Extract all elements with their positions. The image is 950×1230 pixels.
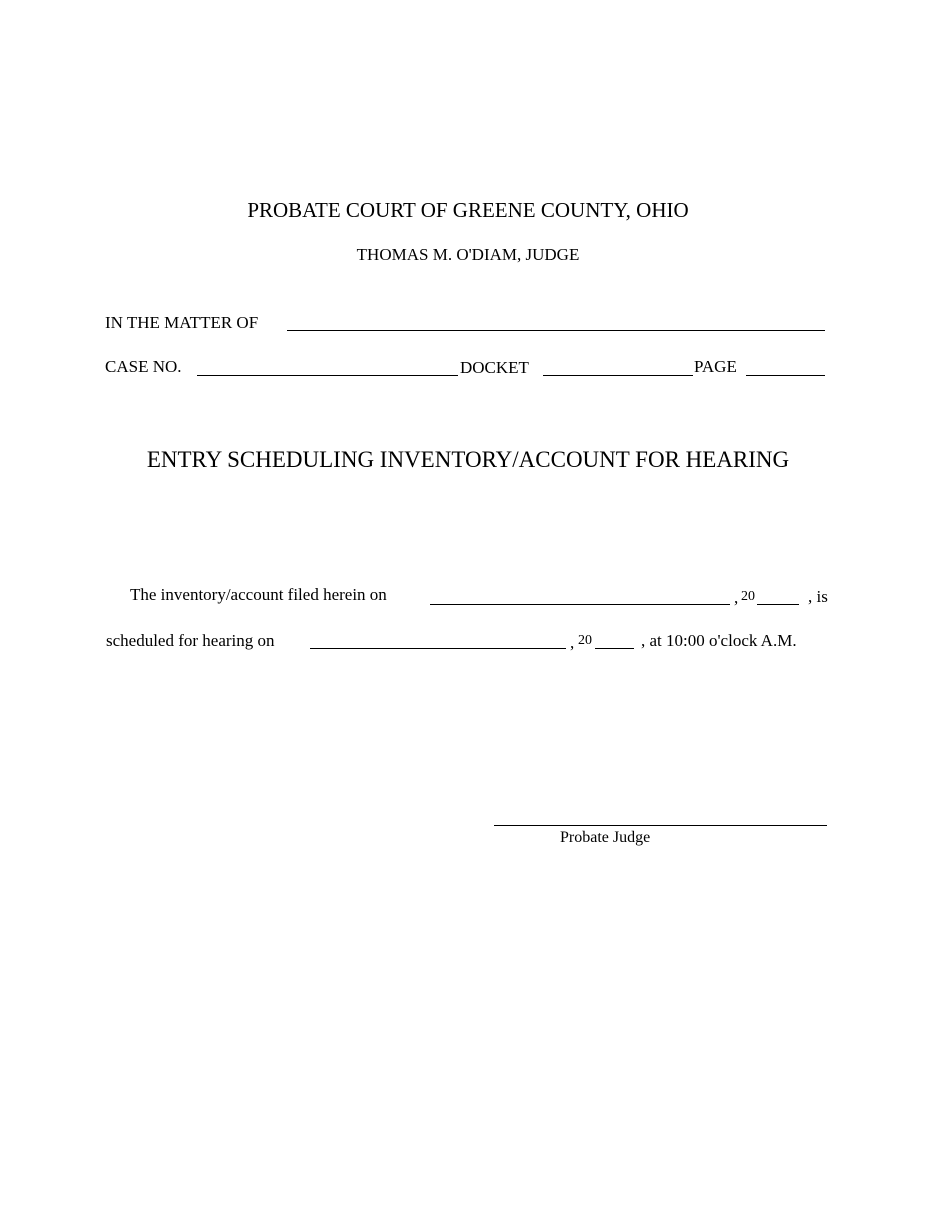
year-separator: , bbox=[734, 588, 739, 607]
court-title: PROBATE COURT OF GREENE COUNTY, OHIO bbox=[247, 198, 689, 222]
signature-label: Probate Judge bbox=[560, 829, 651, 846]
hearing-time-text: , at 10:00 o'clock A.M. bbox=[641, 631, 797, 650]
year-prefix-2: 20 bbox=[578, 633, 592, 648]
filed-date-field[interactable] bbox=[430, 586, 730, 605]
hearing-on-text: scheduled for hearing on bbox=[106, 631, 275, 650]
case-number-field[interactable] bbox=[197, 357, 458, 376]
hearing-date-field[interactable] bbox=[310, 630, 566, 649]
case-label: CASE NO. bbox=[105, 357, 182, 376]
docket-label: DOCKET bbox=[460, 358, 529, 377]
entry-title: ENTRY SCHEDULING INVENTORY/ACCOUNT FOR HEARING bbox=[146, 447, 790, 472]
hearing-year-field[interactable] bbox=[595, 630, 634, 649]
judge-name: THOMAS M. O'DIAM, JUDGE bbox=[356, 245, 580, 264]
line1-ending: , is bbox=[808, 587, 828, 606]
page-field[interactable] bbox=[746, 357, 825, 376]
page-label: PAGE bbox=[694, 357, 737, 376]
filed-year-field[interactable] bbox=[757, 586, 799, 605]
year-separator-2: , bbox=[570, 633, 575, 652]
matter-field[interactable] bbox=[287, 313, 825, 331]
filed-on-text: The inventory/account filed herein on bbox=[130, 585, 387, 604]
signature-line[interactable] bbox=[494, 807, 827, 826]
docket-field[interactable] bbox=[543, 357, 693, 376]
matter-label: IN THE MATTER OF bbox=[105, 313, 259, 332]
year-prefix: 20 bbox=[741, 589, 755, 604]
